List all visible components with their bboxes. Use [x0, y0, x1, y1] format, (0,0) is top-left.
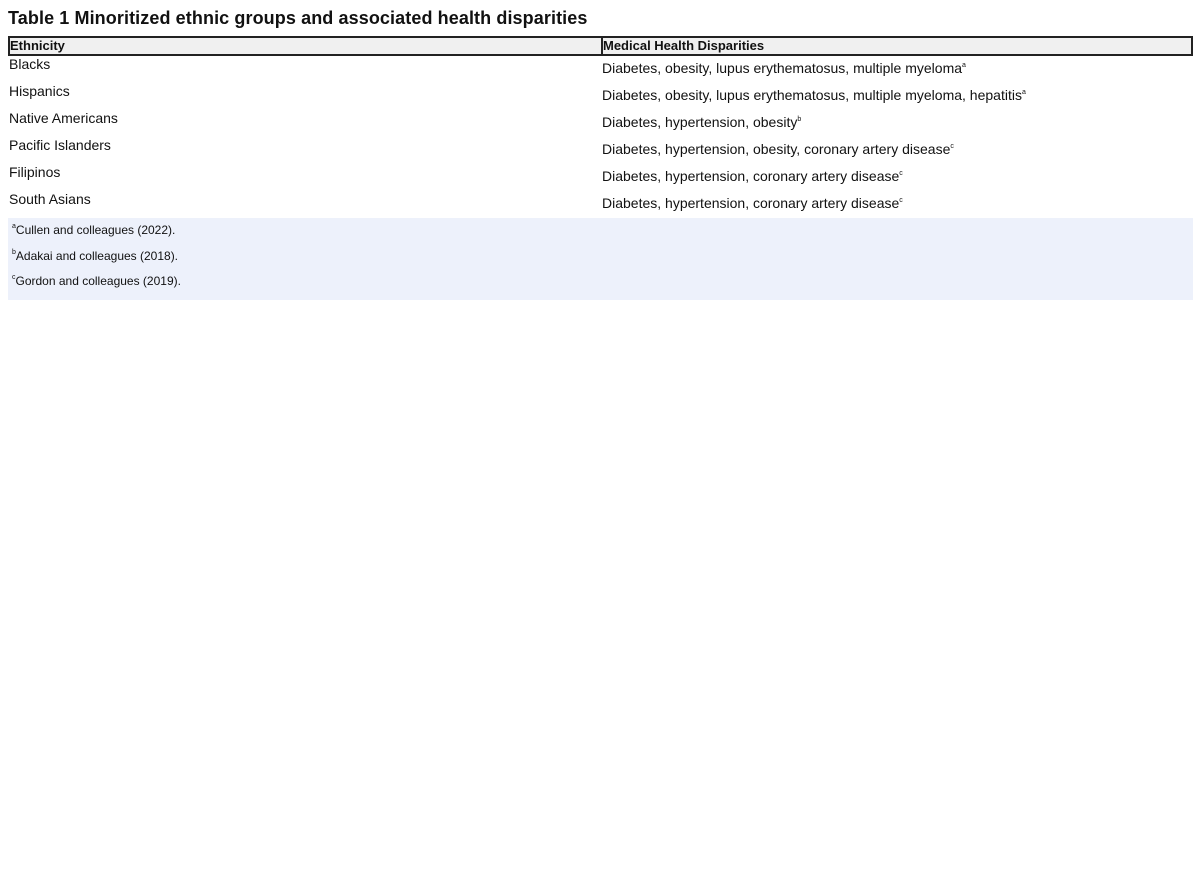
- disparities-cell: [602, 191, 1192, 218]
- disparities-text: Diabetes, obesity, lupus erythematosus, multiple myeloma: [602, 60, 963, 76]
- header-ethnicity: Ethnicity: [9, 37, 602, 55]
- table-row: [9, 137, 1192, 164]
- disparities-table: [8, 36, 1193, 218]
- footnote-mark: b: [12, 248, 16, 256]
- document-page: [8, 0, 1193, 300]
- table-row: [9, 55, 1192, 83]
- disparities-cell: [602, 164, 1192, 191]
- ethnicity-cell: Filipinos: [9, 164, 61, 180]
- disparities-text: Diabetes, hypertension, obesity: [602, 114, 798, 130]
- header-disparities: Medical Health Disparities: [602, 37, 1192, 55]
- footnote-mark: b: [797, 116, 802, 123]
- footnote-mark: c: [899, 197, 903, 204]
- ethnicity-cell: Native Americans: [9, 110, 118, 126]
- ethnicity-cell: Hispanics: [9, 83, 70, 99]
- disparities-cell: [602, 110, 1192, 137]
- footnote-mark: c: [950, 143, 954, 150]
- disparities-text: Diabetes, hypertension, coronary artery disease: [602, 195, 900, 211]
- table-row: [9, 110, 1192, 137]
- footnote-text: Adakai and colleagues (2018).: [15, 248, 179, 263]
- ethnicity-cell: South Asians: [9, 191, 91, 207]
- table-row: [9, 83, 1192, 110]
- disparities-text: Diabetes, hypertension, coronary artery disease: [602, 168, 900, 184]
- footnote-text: Cullen and colleagues (2022).: [15, 223, 176, 237]
- disparities-text: Diabetes, obesity, lupus erythematosus, multiple myeloma, hepatitis: [602, 87, 1022, 103]
- footnote-mark: c: [899, 170, 903, 177]
- footnote: [8, 222, 1193, 248]
- table-row: [9, 164, 1192, 191]
- table-title: Table 1 Minoritized ethnic groups and associated health disparities: [8, 8, 588, 28]
- footnote: [8, 248, 1193, 274]
- disparities-text: Diabetes, hypertension, obesity, coronary artery disease: [602, 141, 951, 157]
- table-row: [9, 191, 1192, 218]
- disparities-cell: [602, 137, 1192, 164]
- footnote-mark: a: [12, 223, 16, 230]
- ethnicity-cell: Pacific Islanders: [9, 137, 111, 153]
- table-header-row: [9, 37, 1192, 55]
- footnotes-section: [8, 218, 1193, 300]
- footnote: [8, 273, 1193, 299]
- footnote-mark: a: [1021, 89, 1026, 96]
- footnote-text: Gordon and colleagues (2019).: [15, 274, 181, 288]
- disparities-cell: [602, 55, 1192, 83]
- ethnicity-cell: Blacks: [9, 56, 51, 72]
- footnote-mark: a: [962, 62, 966, 69]
- footnote-mark: c: [12, 274, 16, 281]
- disparities-cell: [602, 83, 1192, 110]
